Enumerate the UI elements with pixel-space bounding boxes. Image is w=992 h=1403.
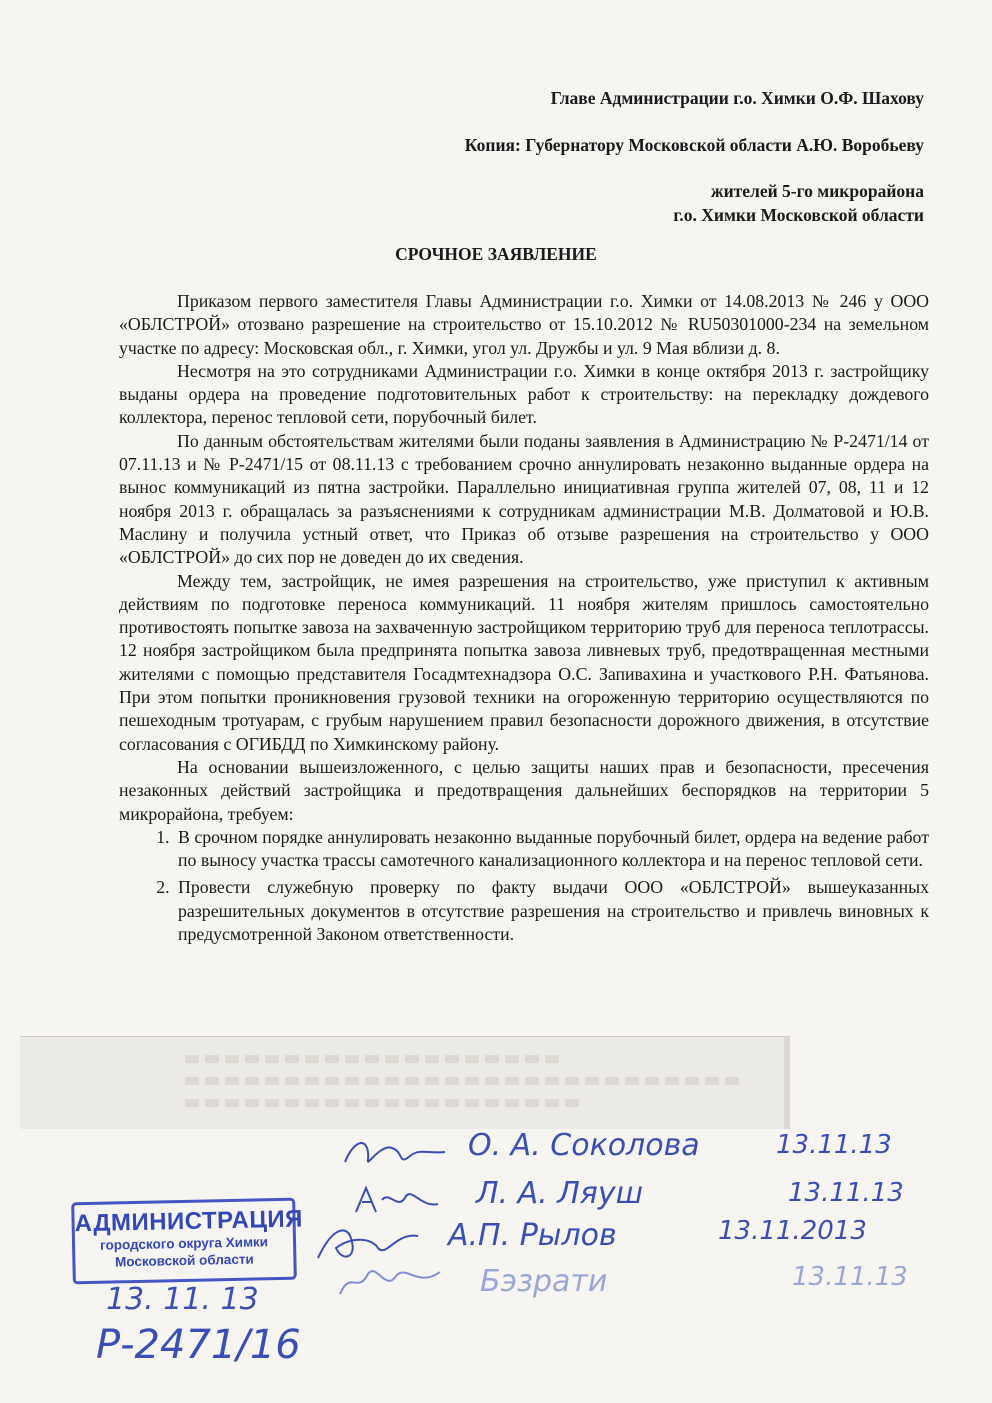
signature-scribble-icon bbox=[340, 1132, 450, 1172]
strip-edge bbox=[784, 1037, 790, 1129]
signatory-name: А.П. Рылов bbox=[448, 1218, 617, 1253]
signature-date: 13.11.13 bbox=[776, 1130, 892, 1160]
document-title: СРОЧНОЕ ЗАЯВЛЕНИЕ bbox=[395, 244, 597, 264]
signature-scribble-icon bbox=[336, 1258, 446, 1302]
document-body bbox=[119, 290, 929, 950]
ghost-text-line bbox=[185, 1099, 585, 1107]
demand-item: 2. Провести служебную проверку по факту выдачи ООО «ОБЛСТРОЙ» вышеуказанных разрешительных документов в отсутствие разрешения на строительство и привлечь виновных к предусмотренной Законом ответственности. bbox=[174, 876, 929, 946]
pasted-strip bbox=[20, 1036, 790, 1129]
registration-number: Р-2471/16 bbox=[96, 1322, 301, 1368]
sender-block bbox=[673, 179, 924, 227]
paragraph: Приказом первого заместителя Главы Администрации г.о. Химки от 14.08.2013 № 246 у ООО «ОБЛСТРОЙ» отозвано разрешение на строительство от 15.10.2012 № RU50301000-234 на земельном участке по адресу: Московская обл., г. Химки, угол ул. Дружбы и ул. 9 Мая вблизи д. 8. bbox=[119, 291, 929, 358]
sender-line-2: г.о. Химки Московской области bbox=[673, 205, 924, 225]
stamp-subtitle: городского округа Химки bbox=[99, 1234, 269, 1253]
signatory-name: Л. А. Ляуш bbox=[476, 1176, 644, 1211]
paragraph: Несмотря на это сотрудниками Администрации г.о. Химки в конце октября 2013 г. застройщику выданы ордера на проведение подготовительных работ к строительству: на перекладку дождевого коллектора, перенос тепловой сети, порубочный билет. bbox=[119, 360, 929, 428]
stamp-title: АДМИНИСТРАЦИЯ bbox=[74, 1205, 304, 1238]
signatory-name: Бэзрати bbox=[480, 1264, 608, 1299]
addressee-line: Главе Администрации г.о. Химки О.Ф. Шахову bbox=[550, 88, 924, 108]
stamp-subtitle: Московской области bbox=[114, 1251, 254, 1270]
signature-scribble-icon bbox=[352, 1182, 442, 1218]
registration-date: 13. 11. 13 bbox=[106, 1282, 259, 1317]
signatory-name: О. А. Соколова bbox=[468, 1128, 700, 1163]
signature-date: 13.11.2013 bbox=[718, 1216, 867, 1246]
ghost-text-line bbox=[185, 1077, 745, 1085]
demand-item: 1. В срочном порядке аннулировать незаконно выданные порубочный билет, ордера на ведение работ по выносу участка трассы самотечного канализационного коллектора и на перенос тепловой сети. bbox=[174, 826, 929, 873]
demands-list bbox=[119, 826, 929, 946]
signature-date: 13.11.13 bbox=[788, 1178, 904, 1208]
signature-date: 13.11.13 bbox=[792, 1262, 908, 1292]
administration-stamp bbox=[71, 1198, 304, 1285]
paragraph: По данным обстоятельствам жителями были поданы заявления в Администрацию № Р-2471/14 от 07.11.13 и № Р-2471/15 от 08.11.13 с требованием срочно аннулировать незаконно выданные ордера на вынос коммуникаций из пятна застройки. Параллельно инициативная группа жителей 07, 08, 11 и 12 ноября 2013 г. обращалась за разъяснениями к сотрудникам администрации М.В. Долматовой и Ю.В. Маслину и получила устный ответ, что Приказ об отзыве разрешения на строительство у ООО «ОБЛСТРОЙ» до сих пор не доведен до их сведения. bbox=[119, 430, 929, 568]
sender-line-1: жителей 5-го микрорайона bbox=[710, 181, 924, 201]
copy-line: Копия: Губернатору Московской области А.Ю. Воробьеву bbox=[464, 135, 924, 155]
paragraph: Между тем, застройщик, не имея разрешения на строительство, уже приступил к активным действиям по подготовке переноса коммуникаций. 11 ноября жителям пришлось самостоятельно противостоять попытке завоза на захваченную застройщиком территорию труб для переноса теплотрассы. 12 ноября застройщиком была предпринята попытка завоза ливневых труб, предотвращенная местными жителями с помощью представителя Госадмтехнадзора О.С. Запивахина и участкового Р.Н. Фатьянова. При этом попытки проникновения грузовой техники на огороженную территорию осуществляются по пешеходным тротуарам, с грубым нарушением правил безопасности дорожного движения, в отсутствие согласования с ОГИБДД по Химкинскому району. bbox=[119, 570, 929, 754]
paragraph: На основании вышеизложенного, с целью защиты наших прав и безопасности, пресечения незаконных действий застройщика и предотвращения дальнейших беспорядков на территории 5 микрорайона, требуем: bbox=[119, 756, 929, 824]
ghost-text-line bbox=[185, 1055, 565, 1063]
